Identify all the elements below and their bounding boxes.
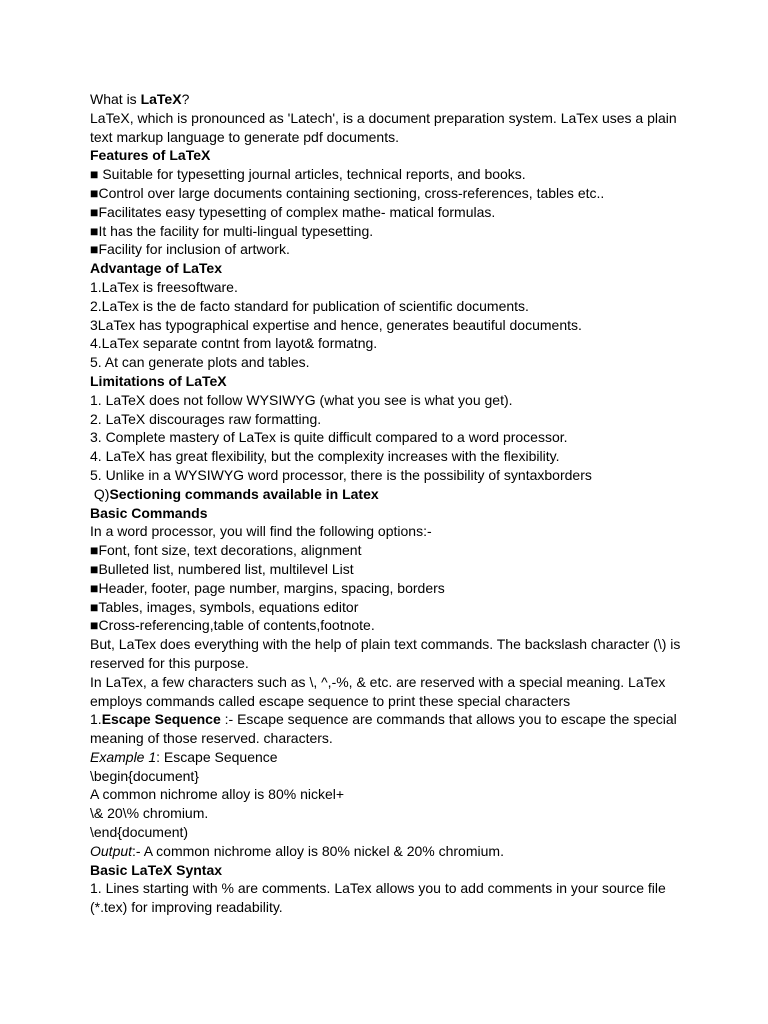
basic-commands-item: ■Tables, images, symbols, equations editor <box>90 598 359 615</box>
features-item: ■Control over large documents containing sectioning, cross-references, tables etc.. <box>90 184 605 201</box>
limitations-item: 4. LaTeX has great flexibility, but the complexity increases with the flexibility. <box>90 448 560 465</box>
title-prefix: What is <box>90 91 141 107</box>
basic-commands-item: ■Bulleted list, numbered list, multilevel List <box>90 560 354 577</box>
features-item: ■ Suitable for typesetting journal articles, technical reports, and books. <box>90 166 526 183</box>
sectioning-prefix: Q) <box>90 485 110 502</box>
basic-commands-item: ■Cross-referencing,table of contents,footnote. <box>90 617 375 634</box>
advantages-item: 4.LaTex separate contnt from layot& formatng. <box>90 335 378 352</box>
example-label: Example 1 <box>90 748 157 765</box>
code-line: \begin{document} <box>90 767 199 784</box>
basic-commands-heading: Basic Commands <box>90 504 208 521</box>
example-title: : Escape Sequence <box>156 748 278 765</box>
basic-commands-paragraph: But, LaTex does everything with the help of plain text commands. The backslash character (\) is reserved for this purpose. <box>90 636 681 671</box>
sectioning-heading <box>90 485 698 504</box>
example-line <box>90 748 698 767</box>
basic-commands-item: ■Font, font size, text decorations, alignment <box>90 542 362 559</box>
escape-prefix: 1. <box>90 711 102 728</box>
intro-paragraph: LaTeX, which is pronounced as 'Latech', is a document preparation system. LaTex uses a plain text markup language to generate pdf documents. <box>90 109 677 145</box>
advantages-heading: Advantage of LaTex <box>90 260 222 277</box>
sectioning-bold: Sectioning commands available in Latex <box>109 485 379 502</box>
code-line: \& 20\% chromium. <box>90 805 209 822</box>
syntax-item: 1. Lines starting with % are comments. LaTex allows you to add comments in your source file (*.tex) for improving readability. <box>90 880 666 916</box>
features-item: ■Facility for inclusion of artwork. <box>90 241 290 258</box>
advantages-item: 3LaTex has typographical expertise and hence, generates beautiful documents. <box>90 316 582 333</box>
code-line: \end{document) <box>90 824 189 841</box>
advantages-item: 5. At can generate plots and tables. <box>90 354 310 371</box>
doc-title <box>90 90 698 109</box>
escape-bold: Escape Sequence <box>101 711 221 728</box>
limitations-item: 5. Unlike in a WYSIWYG word processor, there is the possibility of syntaxborders <box>90 466 592 483</box>
advantages-item: 1.LaTex is freesoftware. <box>90 278 238 295</box>
features-heading: Features of LaTeX <box>90 147 211 164</box>
syntax-heading: Basic LaTeX Syntax <box>90 861 223 878</box>
output-line <box>90 842 698 861</box>
output-label: Output <box>90 842 133 859</box>
limitations-item: 1. LaTeX does not follow WYSIWYG (what you see is what you get). <box>90 391 513 408</box>
code-line: A common nichrome alloy is 80% nickel+ <box>90 786 345 803</box>
basic-commands-lead: In a word processor, you will find the following options:- <box>90 523 432 540</box>
advantages-item: 2.LaTex is the de facto standard for publication of scientific documents. <box>90 297 529 314</box>
basic-commands-item: ■Header, footer, page number, margins, spacing, borders <box>90 579 445 596</box>
escape-sequence-paragraph <box>90 710 698 748</box>
escape-text: :- Escape sequence are commands that allows you to escape the special meaning of those reserved. characters. <box>90 711 677 747</box>
basic-commands-paragraph: In LaTex, a few characters such as \, ^,-%, & etc. are reserved with a special meaning. LaTex employs commands called escape sequence to print these special characters <box>90 673 666 709</box>
output-text: :- A common nichrome alloy is 80% nickel & 20% chromium. <box>132 842 504 859</box>
title-suffix: ? <box>181 91 190 107</box>
title-bold: LaTeX <box>140 91 182 107</box>
limitations-heading: Limitations of LaTeX <box>90 372 227 389</box>
features-item: ■It has the facility for multi-lingual typesetting. <box>90 222 374 239</box>
limitations-item: 3. Complete mastery of LaTex is quite difficult compared to a word processor. <box>90 429 568 446</box>
features-item: ■Facilitates easy typesetting of complex mathe- matical formulas. <box>90 203 496 220</box>
limitations-item: 2. LaTeX discourages raw formatting. <box>90 410 322 427</box>
